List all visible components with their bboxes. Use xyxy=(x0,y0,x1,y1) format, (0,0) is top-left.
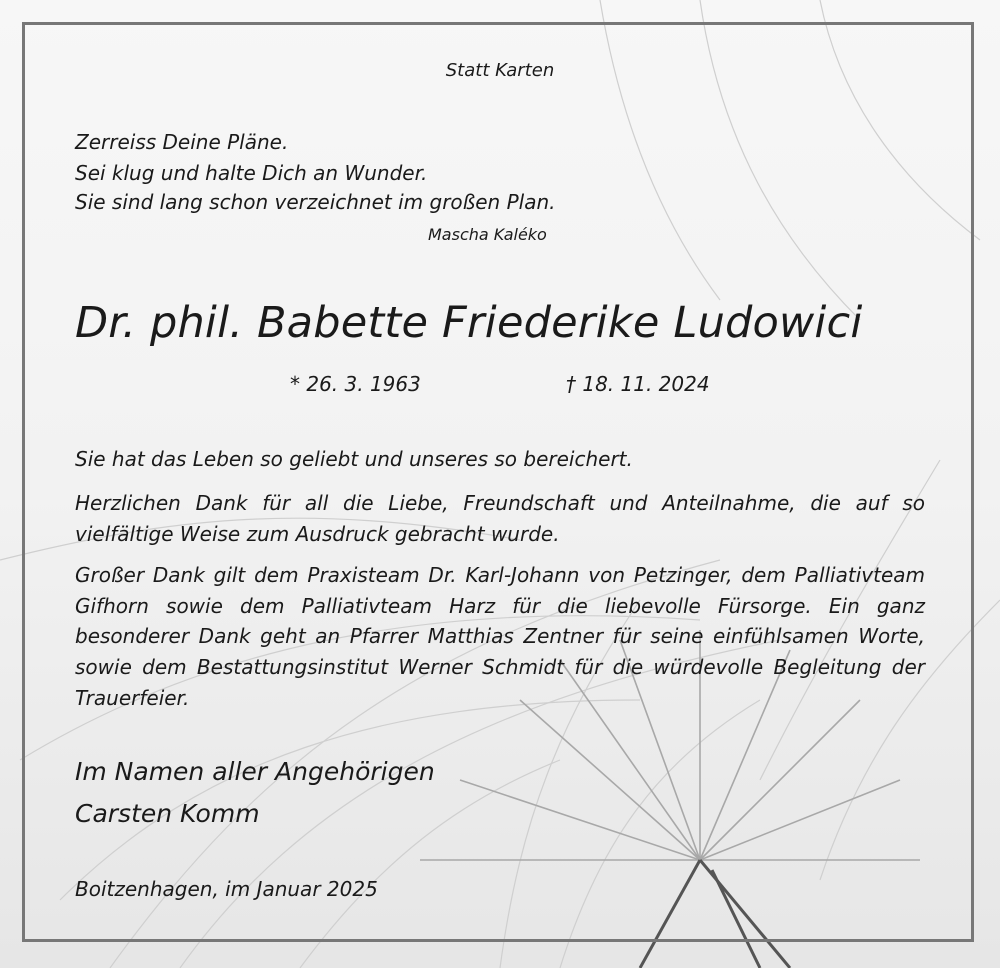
header-text: Statt Karten xyxy=(445,60,555,81)
death-date: † 18. 11. 2024 xyxy=(566,372,710,396)
poem-line: Zerreiss Deine Pläne. xyxy=(75,130,289,154)
poem-author: Mascha Kaléko xyxy=(428,225,547,244)
tribute-sentence: Sie hat das Leben so geliebt und unseres so bereichert. xyxy=(75,447,633,471)
birth-date: * 26. 3. 1963 xyxy=(290,372,421,396)
place-date: Boitzenhagen, im Januar 2025 xyxy=(75,877,378,901)
poem-line: Sei klug und halte Dich an Wunder. xyxy=(75,161,428,185)
thanks-paragraph: Herzlichen Dank für all die Liebe, Freundschaft und Anteilnahme, die auf so vielfältige Weise zum Ausdruck gebracht wurde. xyxy=(75,491,925,546)
signature-name: Carsten Komm xyxy=(75,799,260,828)
poem-line: Sie sind lang schon verzeichnet im großen Plan. xyxy=(75,190,556,214)
signature-line: Im Namen aller Angehörigen xyxy=(75,757,435,786)
deceased-name: Dr. phil. Babette Friederike Ludowici xyxy=(75,298,863,348)
thanks-paragraph: Großer Dank gilt dem Praxisteam Dr. Karl-Johann von Petzinger, dem Palliativteam Gifhorn sowie dem Palliativteam Harz für die liebevolle Fürsorge. Ein ganz besonderer Dank geht an Pfarrer Matthias Zentner für seine einfühlsamen Worte, sowie dem Bestattungsinstitut Werner Schmidt für die würdevolle Begleitung der Trauerfeier. xyxy=(75,563,925,710)
